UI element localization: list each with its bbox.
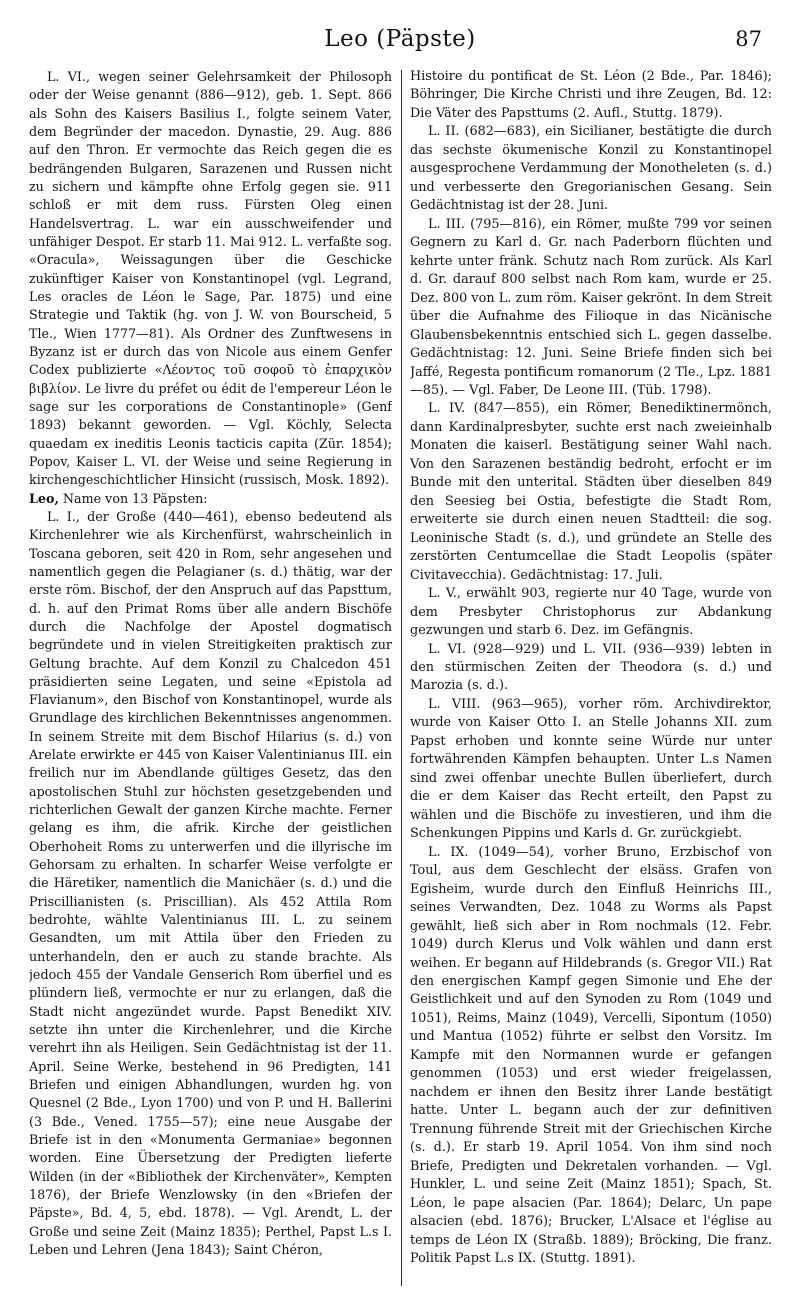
- headword-gloss: Name von 13 Päpsten:: [58, 490, 208, 506]
- entry-leo-ii: L. II. (682—683), ein Sicilianer, bestätigte die durch das sechste ökumenische Konzil zu Konstantinopel ausgesprochene Verdammung der Monotheleten (s. d.) und verbesserte den Gregorianischen Gesang. Sein Gedächtnistag ist der 28. Juni.: [410, 124, 772, 214]
- right-column: [410, 68, 772, 1293]
- entry-leo-vi-emperor: L. VI., wegen seiner Gelehrsamkeit der Philosoph oder der Weise genannt (886—912), geb. 1. Sept. 866 als Sohn des Kaisers Basilius I., folgte seinem Vater, dem Begründer der macedon. Dynastie, 29. Aug. 886 auf den Thron. Er vermochte das Reich gegen die es bedrängenden Bulgaren, Sarazenen und Russen nicht zu sichern und kämpfte ohne Erfolg gegen sie. 911 schloß er mit dem russ. Fürsten Oleg einen Handelsvertrag. L. war ein ausschweifender und unfähiger Despot. Er starb 11. Mai 912. L. verfaßte sog. «Oracula», Weissagungen über die Geschicke zukünftiger Kaiser von Konstantinopel (vgl. Legrand, Les oracles de Léon le Sage, Par. 1875) und eine Strategie und Taktik (hg. von J. W. von Bourscheid, 5 Tle., Wien 1777—81). Als Ordner des Zunftwesens in Byzanz ist er durch das von Nicole aus einem Genfer Codex publizierte «Λέοντος τοῦ σοφοῦ τὸ ἐπαρχικὸν βιβλίον. Le livre du préfet ou édit de l'empereur Léon le sage sur les corporations de Constantinople» (Genf 1893) bekannt geworden. — Vgl. Köchly, Selecta quaedam ex ineditis Leonis tacticis capita (Zür. 1854); Popov, Kaiser L. VI. der Weise und seine Regierung in kirchengeschichtlicher Hinsicht (russisch, Mosk. 1892).: [29, 69, 392, 488]
- entry-leo-iv: L. IV. (847—855), ein Römer, Benediktinermönch, dann Kardinalpresbyter, suchte erst nach zweieinhalb Monaten die kaiserl. Bestätigung seiner Wahl nach. Von den Sarazenen beständig bedroht, erfocht er im Bunde mit den unterital. Städten über dieselben 849 den Seesieg bei Ostia, befestigte die Stadt Rom, erweiterte sie durch einen neuen Stadtteil: die sog. Leoninische Stadt (s. d.), und gründete an Stelle des zerstörten Centumcellae die Stadt Leopolis (später Civitavecchia). Gedächtnistag: 17. Juli.: [410, 401, 772, 583]
- left-column: [29, 68, 392, 1293]
- entry-leo-v: L. V., erwählt 903, regierte nur 40 Tage, wurde von dem Presbyter Christophorus zur Abdankung gezwungen und starb 6. Dez. im Gefängnis.: [410, 586, 772, 639]
- page-header: [28, 26, 772, 58]
- running-head: Leo (Päpste): [324, 26, 476, 52]
- entry-leo-ix: L. IX. (1049—54), vorher Bruno, Erzbischof von Toul, aus dem Geschlecht der elsäss. Grafen von Egisheim, wurde durch den Einfluß Heinrichs III., seines Verwandten, Dez. 1048 zu Worms als Papst gewählt, ließ sich aber in Rom nochmals (12. Febr. 1049) durch Klerus und Volk wählen und dann erst weihen. Er begann auf Hildebrands (s. Gregor VII.) Rat den energischen Kampf gegen Simonie und Ehe der Geistlichkeit und auf den Synoden zu Rom (1049 und 1051), Reims, Mainz (1049), Vercelli, Sipontum (1050) und Mantua (1052) führte er selbst den Vorsitz. Im Kampfe mit den Normannen wurde er gefangen genommen (1053) und erst wieder freigelassen, nachdem er ihnen den Besitz ihrer Lande bestätigt hatte. Unter L. begann auch der zur definitiven Trennung führende Streit mit der Griechischen Kirche (s. d.). Er starb 19. April 1054. Von ihm sind noch Briefe, Predigten und Dekretalen vorhanden. — Vgl. Hunkler, L. und seine Zeit (Mainz 1851); Spach, St. Léon, le pape alsacien (Par. 1864); Delarc, Un pape alsacien (ebd. 1876); Brucker, L'Alsace et l'église au temps de Léon IX (Straßb. 1889); Bröcking, Die franz. Politik Papst L.s IX. (Stuttg. 1891).: [410, 844, 772, 1266]
- entry-leo-i-continued: Histoire du pontificat de St. Léon (2 Bde., Par. 1846); Böhringer, Die Kirche Christi und ihre Zeugen, Bd. 12: Die Väter des Papsttums (2. Aufl., Stuttg. 1879).: [410, 69, 772, 121]
- entry-leo-vi-vii: L. VI. (928—929) und L. VII. (936—939) lebten in den stürmischen Zeiten der Theodora (s. d.) und Marozia (s. d.).: [410, 641, 772, 694]
- headword: Leo,: [29, 490, 59, 506]
- entry-leo-iii: L. III. (795—816), ein Römer, mußte 799 vor seinen Gegnern zu Karl d. Gr. nach Paderborn flüchten und kehrte unter fränk. Schutz nach Rom zurück. Als Karl d. Gr. darauf 800 selbst nach Rom kam, wurde er 25. Dez. 800 von L. zum röm. Kaiser gekrönt. In dem Streit über die Aufnahme des Filioque in das Nicänische Glaubensbekenntnis entschied sich L. gegen dasselbe. Gedächtnistag: 12. Juni. Seine Briefe finden sich bei Jaffé, Regesta pontificum romanorum (2 Tle., Lpz. 1881—85). — Vgl. Faber, De Leone III. (Tüb. 1798).: [410, 216, 772, 398]
- column-divider: [401, 70, 402, 1286]
- headword-entry-leo: [29, 490, 392, 508]
- page-number: 87: [735, 27, 762, 51]
- entry-leo-i: L. I., der Große (440—461), ebenso bedeutend als Kirchenlehrer wie als Kirchenfürst, wahrscheinlich in Toscana geboren, seit 420 in Rom, sehr angesehen und namentlich gegen die Pelagianer (s. d.) thätig, war der erste röm. Bischof, der den Anspruch auf das Papsttum, d. h. auf den Primat Roms über alle andern Bischöfe durch die Nachfolge der Apostel dogmatisch begründete und in vielen Streitigkeiten praktisch zur Geltung brachte. Auf dem Konzil zu Chalcedon 451 präsidierten seine Legaten, und seine «Epistola ad Flavianum», den Bischof von Konstantinopel, wurde als Grundlage des kirchlichen Bekenntnisses angenommen. In seinem Streite mit dem Bischof Hilarius (s. d.) von Arelate erwirkte er 445 von Kaiser Valentinianus III. ein freilich nur im Abendlande gültiges Gesetz, das den apostolischen Stuhl zur höchsten gesetzgebenden und richterlichen Gewalt der ganzen Kirche machte. Ferner gelang es ihm, die afrik. Kirche der geistlichen Oberhoheit Roms zu unterwerfen und die illyrische im Gehorsam zu erhalten. In scharfer Weise verfolgte er die Häretiker, namentlich die Manichäer (s. d.) und die Priscillianisten (s. Priscillian). Als 452 Attila Rom bedrohte, wählte Valentinianus III. L. zu seinem Gesandten, um mit Attila über den Frieden zu unterhandeln, den er auch zu stande brachte. Als jedoch 455 der Vandale Genserich Rom überfiel und es plündern ließ, vermochte er nur zu erlangen, daß die Stadt nicht angezündet wurde. Papst Benedikt XIV. setzte ihn unter die Kirchenlehrer, und die Kirche verehrt ihn als Heiligen. Sein Gedächtnistag ist der 11. April. Seine Werke, bestehend in 96 Predigten, 141 Briefen und einigen Abhandlungen, wurden hg. von Quesnel (2 Bde., Lyon 1700) und von P. und H. Ballerini (3 Bde., Vened. 1755—57); eine neue Ausgabe der Briefe ist in den «Monumenta Germaniae» begonnen worden. Eine Übersetzung der Predigten lieferte Wilden (in der «Bibliothek der Kirchenväter», Kempten 1876), der Briefe Wenzlowsky (in den «Briefen der Päpste», Bd. 4, 5, ebd. 1878). — Vgl. Arendt, L. der Große und seine Zeit (Mainz 1835); Perthel, Papst L.s I. Leben und Lehren (Jena 1843); Saint Chéron,: [29, 508, 392, 1257]
- entry-leo-viii: L. VIII. (963—965), vorher röm. Archivdirektor, wurde von Kaiser Otto I. an Stelle Johanns XII. zum Papst erhoben und konnte seine Würde nur unter fortwährenden Kämpfen behaupten. Unter L.s Namen sind zwei offenbar unechte Bullen überliefert, durch die er dem Kaiser das Recht erteilt, den Papst zu wählen und die Bischöfe zu investieren, und ihm die Schenkungen Pippins und Karls d. Gr. zurückgiebt.: [410, 696, 772, 842]
